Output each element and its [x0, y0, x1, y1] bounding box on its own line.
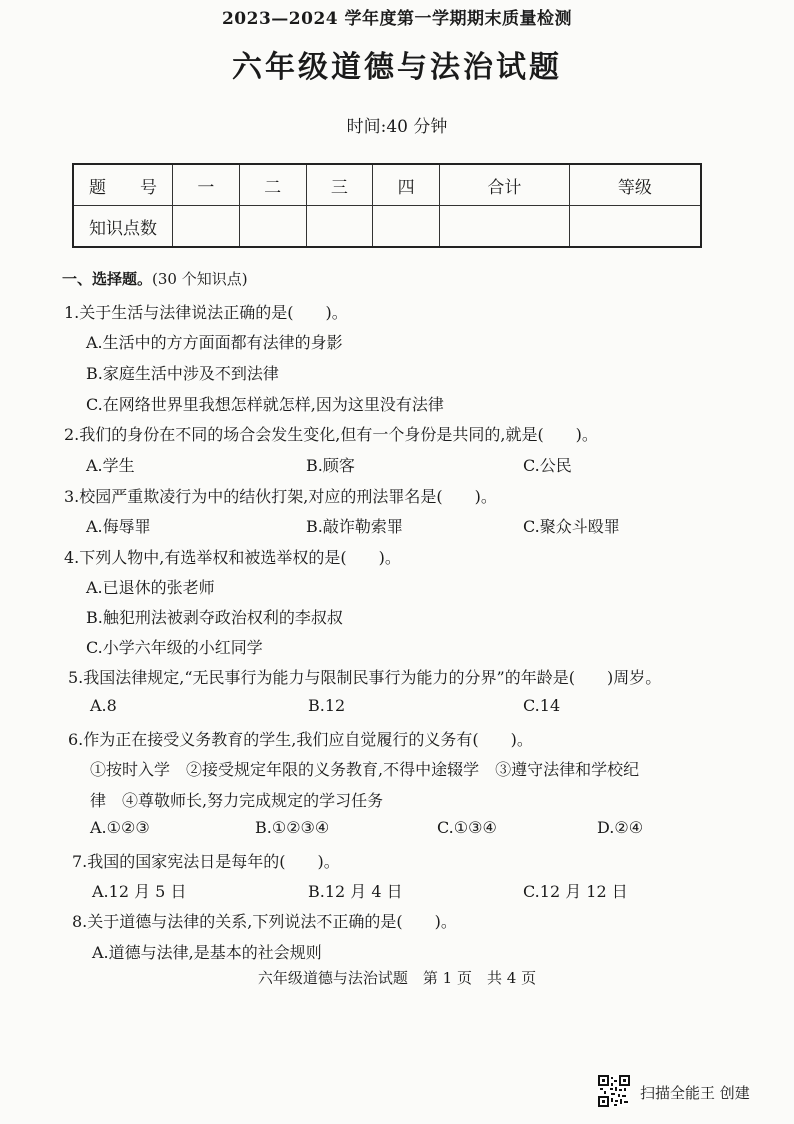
table-cell: 等级 [569, 164, 701, 206]
table-cell: 四 [373, 164, 440, 206]
option: C.聚众斗殴罪 [523, 517, 620, 536]
question-stem: 1.关于生活与法律说法正确的是( )。 [64, 303, 348, 322]
table-cell [569, 206, 701, 248]
option: B.顾客 [306, 456, 355, 475]
scanner-watermark: 扫描全能王 创建 [640, 1084, 750, 1102]
question-stem: 8.关于道德与法律的关系,下列说法不正确的是( )。 [72, 912, 457, 931]
option: B.12 [308, 696, 346, 715]
option: A.道德与法律,是基本的社会规则 [92, 943, 322, 962]
question-stem: 2.我们的身份在不同的场合会发生变化,但有一个身份是共同的,就是( )。 [64, 425, 598, 444]
score-table-header-row [73, 164, 701, 206]
section-note: (30 个知识点) [152, 270, 248, 288]
option: C.12 月 12 日 [523, 882, 628, 901]
question-stem: 4.下列人物中,有选举权和被选举权的是( )。 [64, 548, 401, 567]
table-cell: 题 号 [73, 164, 173, 206]
option: B.12 月 4 日 [308, 882, 403, 901]
option: B.家庭生活中涉及不到法律 [86, 364, 279, 383]
question-stem: 5.我国法律规定,“无民事行为能力与限制民事行为能力的分界”的年龄是( )周岁。 [68, 668, 662, 687]
option: B.触犯刑法被剥夺政治权利的李叔叔 [86, 608, 343, 627]
option: C.14 [523, 696, 561, 715]
option: A.学生 [86, 456, 135, 475]
section-title: 一、选择题。 [62, 270, 153, 288]
option: C.公民 [523, 456, 572, 475]
question-stem: 7.我国的国家宪法日是每年的( )。 [72, 852, 340, 871]
option: C.在网络世界里我想怎样就怎样,因为这里没有法律 [86, 395, 444, 414]
score-table-points-row [73, 206, 701, 248]
exam-subtitle: 2023—2024 学年度第一学期期末质量检测 [221, 9, 573, 29]
option: C.小学六年级的小红同学 [86, 638, 263, 657]
question-statement-line: ①按时入学 ②接受规定年限的义务教育,不得中途辍学 ③遵守法律和学校纪 [90, 760, 640, 779]
question-stem: 3.校园严重欺凌行为中的结伙打架,对应的刑法罪名是( )。 [64, 487, 497, 506]
option: A.侮辱罪 [86, 517, 151, 536]
table-cell [373, 206, 440, 248]
table-cell [173, 206, 240, 248]
option: A.8 [90, 696, 117, 715]
score-table [72, 163, 702, 248]
option: A.生活中的方方面面都有法律的身影 [86, 333, 343, 352]
table-cell [306, 206, 373, 248]
table-cell [440, 206, 570, 248]
question-stem: 6.作为正在接受义务教育的学生,我们应自觉履行的义务有( )。 [68, 730, 533, 749]
table-cell [239, 206, 306, 248]
exam-time: 时间:40 分钟 [346, 117, 448, 137]
table-cell: 一 [173, 164, 240, 206]
table-cell: 合计 [440, 164, 570, 206]
table-cell: 二 [239, 164, 306, 206]
option: A.①②③ [90, 818, 150, 837]
qr-code-icon [598, 1075, 630, 1107]
page-title: 六年级道德与法治试题 [232, 50, 562, 85]
option: B.敲诈勒索罪 [306, 517, 403, 536]
table-cell: 知识点数 [73, 206, 173, 248]
option: A.已退休的张老师 [86, 578, 215, 597]
page-footer: 六年级道德与法治试题 第 1 页 共 4 页 [257, 969, 537, 987]
table-cell: 三 [306, 164, 373, 206]
section-heading [62, 268, 248, 289]
option: C.①③④ [437, 818, 497, 837]
option: B.①②③④ [255, 818, 330, 837]
option: A.12 月 5 日 [92, 882, 187, 901]
option: D.②④ [597, 818, 644, 837]
question-statement-line: 律 ④尊敬师长,努力完成规定的学习任务 [90, 791, 384, 810]
